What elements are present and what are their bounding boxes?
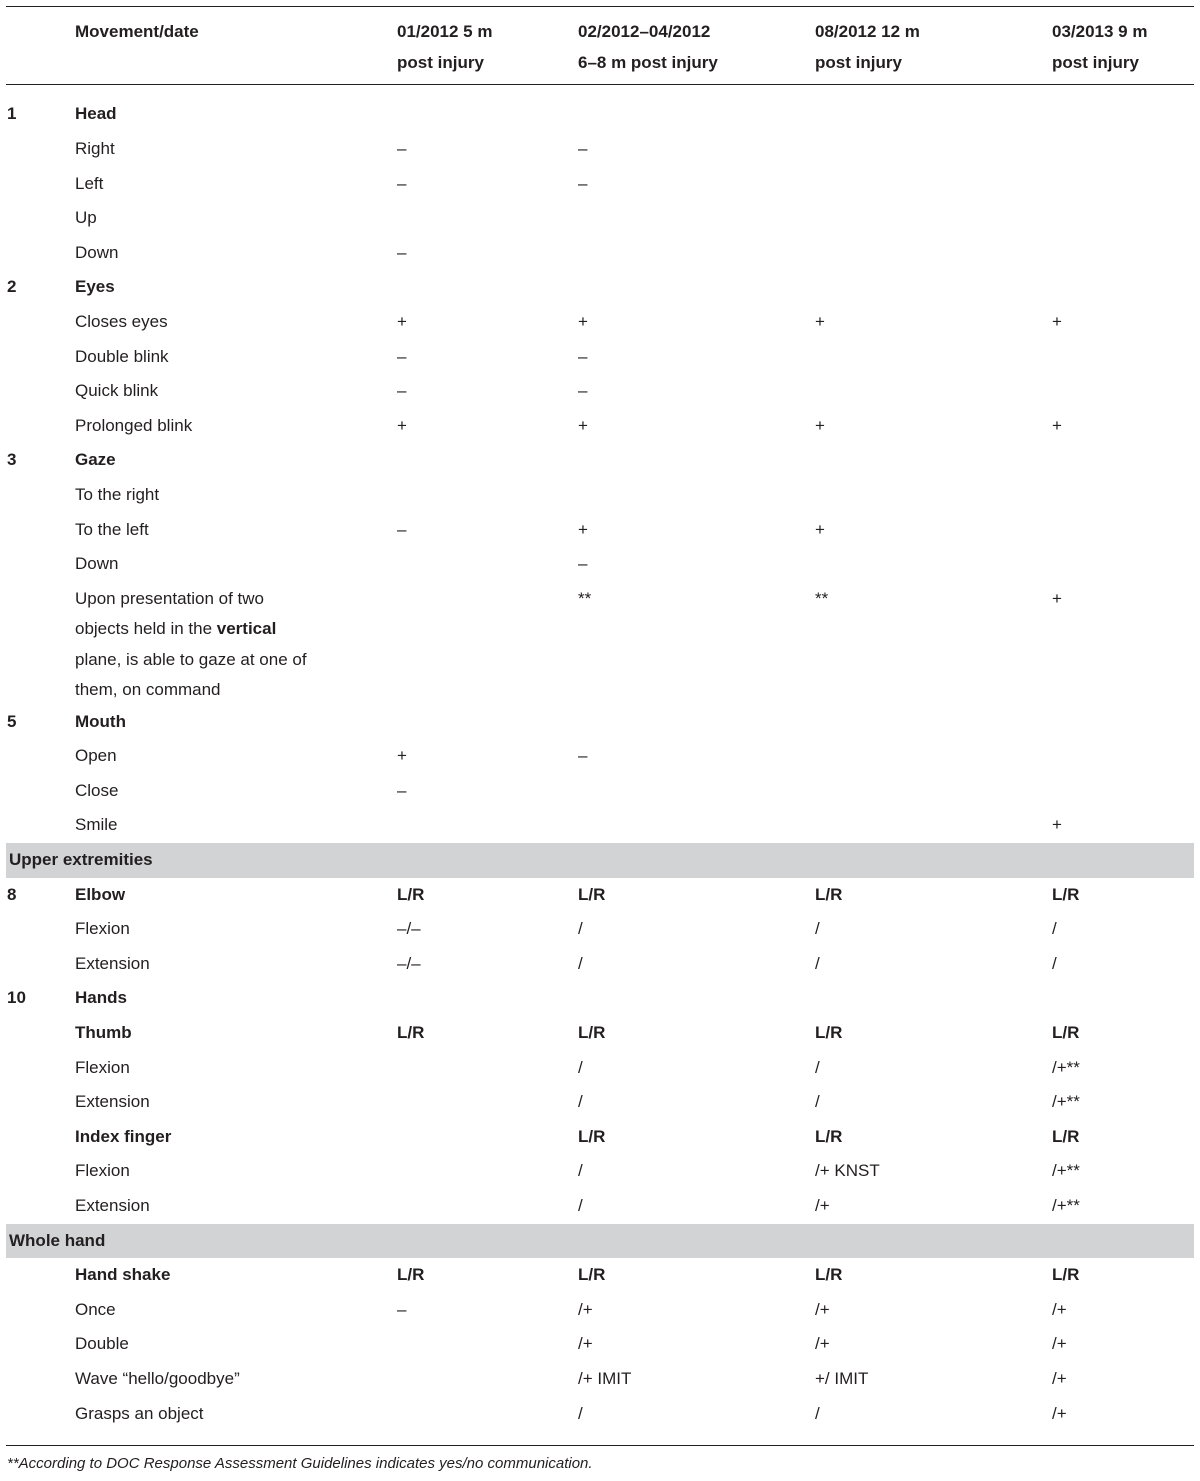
label-line (75, 645, 307, 676)
value-cell: L/R (578, 1022, 606, 1042)
item-label: Left (75, 173, 104, 193)
table-row (0, 1085, 1200, 1120)
value-cell: / (1052, 919, 1057, 939)
value-cell: – (397, 346, 407, 366)
value-cell: / (815, 1092, 820, 1112)
table-row (0, 1154, 1200, 1189)
value-cell: /+ (815, 1334, 830, 1354)
value-cell: L/R (397, 1022, 425, 1042)
item-number: 8 (7, 884, 17, 904)
value-cell: / (578, 919, 583, 939)
table-row (0, 167, 1200, 202)
value-cell: L/R (397, 884, 425, 904)
header-col-08-2012: 08/2012 12 m post injury (815, 22, 920, 72)
item-label: Extension (75, 1195, 150, 1215)
value-cell: / (578, 1195, 583, 1215)
value-cell: L/R (1052, 1265, 1080, 1285)
value-cell: L/R (578, 1265, 606, 1285)
value-cell: /+** (1052, 1057, 1080, 1077)
item-label: Once (75, 1299, 116, 1319)
table-row (0, 478, 1200, 513)
value-cell: + (397, 311, 407, 331)
item-label: Hand shake (75, 1265, 171, 1285)
table-row (0, 1258, 1200, 1293)
table-row (0, 305, 1200, 340)
value-cell: L/R (1052, 884, 1080, 904)
value-cell: /+** (1052, 1161, 1080, 1181)
table-row (0, 1051, 1200, 1086)
item-label: Prolonged blink (75, 415, 193, 435)
value-cell: /+** (1052, 1195, 1080, 1215)
item-label: Grasps an object (75, 1403, 204, 1423)
value-cell: – (397, 173, 407, 193)
value-cell: –/– (397, 919, 421, 939)
item-label: Extension (75, 1092, 150, 1112)
value-cell: L/R (815, 1022, 843, 1042)
value-cell: – (578, 138, 588, 158)
value-cell: – (578, 554, 588, 574)
value-cell: + (578, 519, 588, 539)
table-row (0, 1189, 1200, 1224)
value-cell: – (397, 381, 407, 401)
item-label: To the left (75, 519, 149, 539)
table-row (0, 705, 1200, 740)
table-row (0, 132, 1200, 167)
table-row (0, 1293, 1200, 1328)
item-number: 1 (7, 104, 17, 124)
section-row (6, 843, 1194, 878)
value-cell: /+ KNST (815, 1161, 880, 1181)
value-cell: L/R (815, 884, 843, 904)
item-label: Down (75, 554, 119, 574)
item-number: 3 (7, 450, 17, 470)
table-row (0, 443, 1200, 478)
table-row (0, 201, 1200, 236)
table-row (0, 513, 1200, 548)
table-row (0, 878, 1200, 913)
item-number: 2 (7, 277, 17, 297)
item-label: Extension (75, 953, 150, 973)
item-label: Wave “hello/goodbye” (75, 1368, 240, 1388)
table-row (0, 1397, 1200, 1432)
value-cell: – (397, 242, 407, 262)
value-cell: / (578, 1403, 583, 1423)
value-cell: L/R (815, 1126, 843, 1146)
value-cell: / (815, 953, 820, 973)
value-cell: + (1052, 815, 1062, 835)
value-cell: + (815, 519, 825, 539)
label-segment: Upon presentation of two (75, 588, 265, 608)
item-label: Double (75, 1334, 129, 1354)
table-row (0, 739, 1200, 774)
value-cell: /+** (1052, 1092, 1080, 1112)
value-cell: – (397, 1299, 407, 1319)
section-row (6, 1224, 1194, 1259)
value-cell: / (1052, 953, 1057, 973)
value-cell: – (397, 138, 407, 158)
value-cell: / (815, 1057, 820, 1077)
value-cell: / (815, 919, 820, 939)
item-label: Closes eyes (75, 311, 168, 331)
header-movement-date: Movement/date (75, 22, 199, 41)
value-cell: L/R (1052, 1126, 1080, 1146)
table-row (0, 1362, 1200, 1397)
value-cell: L/R (815, 1265, 843, 1285)
label-line (75, 614, 307, 645)
table-row (0, 1120, 1200, 1155)
table-row (0, 409, 1200, 444)
table-row (0, 547, 1200, 582)
table-row (0, 236, 1200, 271)
value-cell: ** (815, 588, 829, 608)
item-label-multiline (75, 584, 307, 706)
value-cell: – (397, 519, 407, 539)
value-cell: /+ (578, 1334, 593, 1354)
value-cell: – (397, 780, 407, 800)
label-segment: vertical (216, 619, 277, 639)
item-label: Flexion (75, 919, 130, 939)
value-cell: / (815, 1403, 820, 1423)
value-cell: /+ (1052, 1403, 1067, 1423)
item-label: Double blink (75, 346, 169, 366)
table-row (0, 340, 1200, 375)
header-col-01-2012: 01/2012 5 m post injury (397, 22, 493, 72)
value-cell: + (1052, 415, 1062, 435)
value-cell: – (578, 746, 588, 766)
table-row (0, 981, 1200, 1016)
value-cell: /+ (1052, 1368, 1067, 1388)
item-label: Hands (75, 988, 127, 1008)
label-line (75, 584, 307, 615)
value-cell: +/ IMIT (815, 1368, 869, 1388)
item-label: Quick blink (75, 381, 159, 401)
item-label: Mouth (75, 711, 126, 731)
value-cell: + (578, 311, 588, 331)
value-cell: + (397, 746, 407, 766)
item-label: Gaze (75, 450, 116, 470)
value-cell: / (578, 1161, 583, 1181)
item-label: Up (75, 208, 97, 228)
value-cell: /+ IMIT (578, 1368, 632, 1388)
value-cell: L/R (1052, 1022, 1080, 1042)
footnote: **According to DOC Response Assessment Guidelines indicates yes/no communication. (7, 1455, 593, 1472)
value-cell: /+ (1052, 1334, 1067, 1354)
item-label: Elbow (75, 884, 126, 904)
value-cell: / (578, 1092, 583, 1112)
item-label: Index finger (75, 1126, 172, 1146)
table-row (0, 1016, 1200, 1051)
header-col-02-04-2012: 02/2012–04/2012 6–8 m post injury (578, 22, 718, 72)
section-label: Upper extremities (9, 849, 153, 869)
item-label: Open (75, 746, 117, 766)
item-label: Flexion (75, 1161, 130, 1181)
header-col-03-2013: 03/2013 9 m post injury (1052, 22, 1148, 72)
section-label: Whole hand (9, 1230, 106, 1250)
item-label: To the right (75, 484, 160, 504)
label-line (75, 675, 307, 706)
value-cell: + (397, 415, 407, 435)
label-segment: objects held in the (75, 619, 217, 639)
value-cell: – (578, 381, 588, 401)
table-row (0, 808, 1200, 843)
value-cell: + (815, 311, 825, 331)
label-segment: plane, is able to gaze at one of (75, 649, 307, 669)
value-cell: + (1052, 311, 1062, 331)
table-row (0, 374, 1200, 409)
value-cell: / (578, 953, 583, 973)
value-cell: + (1052, 588, 1062, 608)
item-label: Down (75, 242, 119, 262)
table-row (0, 270, 1200, 305)
item-label: Right (75, 138, 115, 158)
item-label: Smile (75, 815, 118, 835)
table-header (0, 16, 1200, 80)
item-label: Eyes (75, 277, 115, 297)
value-cell: /+ (1052, 1299, 1067, 1319)
value-cell: – (578, 346, 588, 366)
table-row (0, 774, 1200, 809)
value-cell: –/– (397, 953, 421, 973)
table-row (0, 97, 1200, 132)
item-number: 10 (7, 988, 26, 1008)
table-row (0, 1327, 1200, 1362)
item-label: Flexion (75, 1057, 130, 1077)
value-cell: /+ (815, 1299, 830, 1319)
item-label: Thumb (75, 1022, 132, 1042)
value-cell: L/R (397, 1265, 425, 1285)
value-cell: + (578, 415, 588, 435)
value-cell: L/R (578, 884, 606, 904)
table-bottom-rule (6, 1445, 1194, 1446)
table-row (0, 947, 1200, 982)
item-label: Close (75, 780, 119, 800)
label-segment: them, on command (75, 680, 221, 700)
table-row (0, 912, 1200, 947)
value-cell: /+ (815, 1195, 830, 1215)
item-label: Head (75, 104, 117, 124)
value-cell: /+ (578, 1299, 593, 1319)
header-bottom-rule (6, 84, 1194, 85)
value-cell: L/R (578, 1126, 606, 1146)
value-cell: – (578, 173, 588, 193)
value-cell: / (578, 1057, 583, 1077)
value-cell: + (815, 415, 825, 435)
item-number: 5 (7, 711, 17, 731)
value-cell: ** (578, 588, 592, 608)
table-top-rule (6, 6, 1194, 7)
table-row (0, 582, 1200, 700)
